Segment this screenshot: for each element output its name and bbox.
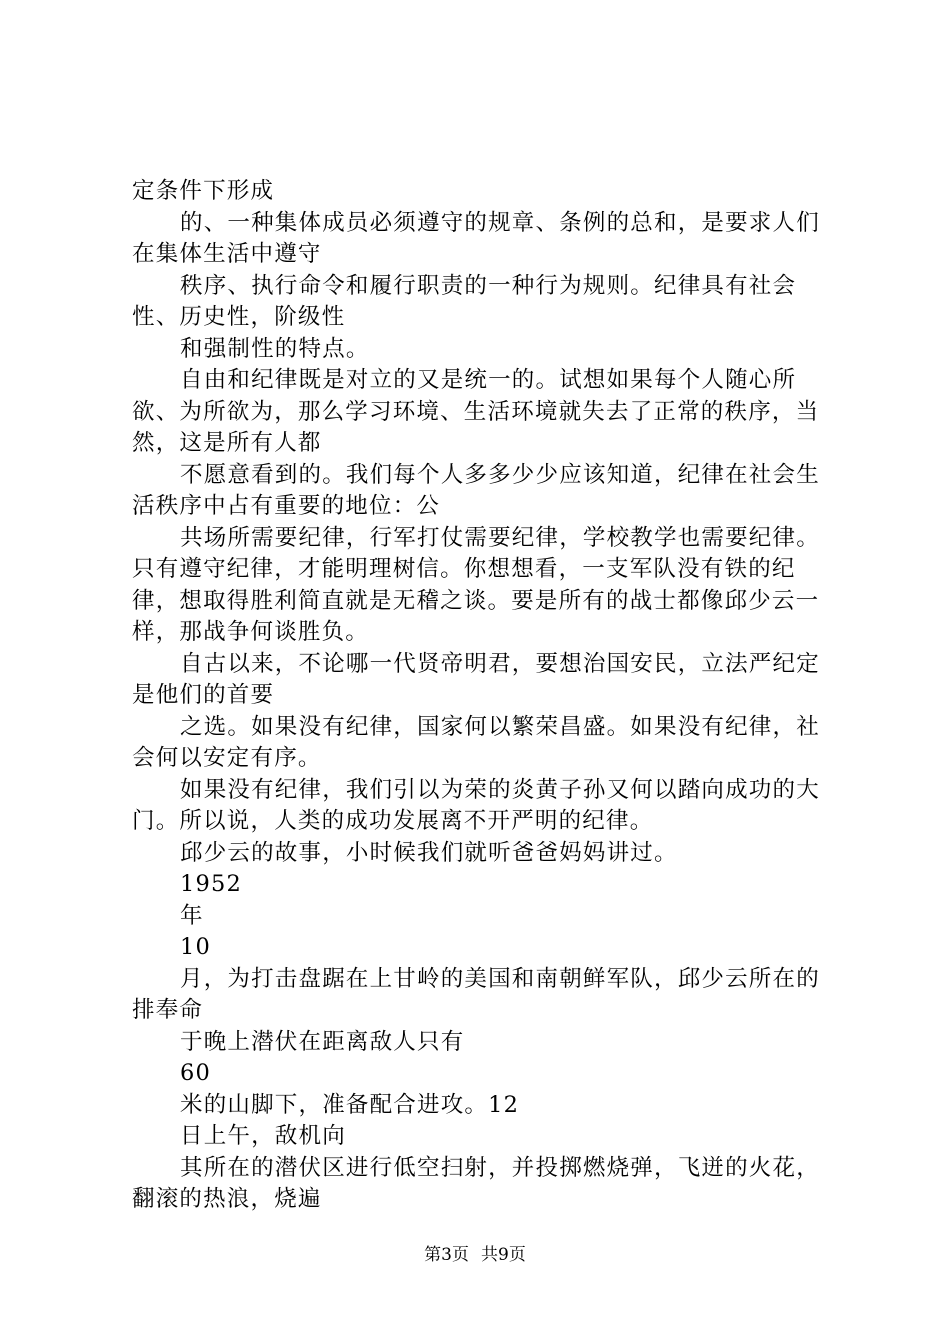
paragraph: 定条件下形成 — [132, 178, 275, 204]
paragraph: 其所在的潜伏区进行低空扫射，并投掷燃烧弹，飞迸的火花，翻滚的热浪，烧遍 — [132, 1154, 820, 1212]
paragraph: 邱少云的故事，小时候我们就听爸爸妈妈讲过。 — [180, 839, 678, 866]
paragraph: 之选。如果没有纪律，国家何以繁荣昌盛。如果没有纪律，社会何以安定有序。 — [132, 713, 820, 771]
paragraph: 日上午，敌机向 — [180, 1123, 346, 1149]
paragraph: 自由和纪律既是对立的又是统一的。试想如果每个人随心所欲、为所欲为，那么学习环境、生活环境就失去了正常的秩序，当然，这是所有人都 — [132, 367, 820, 456]
paragraph: 不愿意看到的。我们每个人多多少少应该知道，纪律在社会生活秩序中占有重要的地位：公 — [132, 461, 820, 519]
paragraph: 米的山脚下，准备配合进攻。12 — [180, 1091, 520, 1118]
paragraph: 60 — [180, 1060, 212, 1086]
page-number: 第3页 — [424, 1245, 469, 1265]
paragraph: 1952 — [180, 871, 243, 897]
paragraph: 月，为打击盘踞在上甘岭的美国和南朝鲜军队，邱少云所在的排奉命 — [132, 965, 820, 1023]
paragraph: 秩序、执行命令和履行职责的一种行为规则。纪律具有社会性、历史性，阶级性 — [132, 272, 797, 330]
paragraph: 自古以来，不论哪一代贤帝明君，要想治国安民，立法严纪定是他们的首要 — [132, 650, 820, 708]
paragraph: 共场所需要纪律，行军打仗需要纪律，学校教学也需要纪律。只有遵守纪律，才能明理树信。你想想看，一支军队没有铁的纪律，想取得胜利简直就是无稽之谈。要是所有的战士都像邱少云一样，那战争何谈胜负。 — [132, 524, 820, 645]
paragraph: 如果没有纪律，我们引以为荣的炎黄子孙又何以踏向成功的大门。所以说，人类的成功发展离不开严明的纪律。 — [132, 776, 820, 834]
document-body — [132, 176, 842, 1216]
paragraph: 于晚上潜伏在距离敌人只有 — [180, 1028, 465, 1055]
paragraph: 10 — [180, 934, 212, 960]
page-footer — [0, 1244, 950, 1266]
paragraph: 的、一种集体成员必须遵守的规章、条例的总和，是要求人们在集体生活中遵守 — [132, 209, 820, 267]
paragraph: 和强制性的特点。 — [180, 335, 370, 362]
page-total: 共9页 — [481, 1245, 526, 1265]
paragraph: 年 — [180, 902, 204, 929]
